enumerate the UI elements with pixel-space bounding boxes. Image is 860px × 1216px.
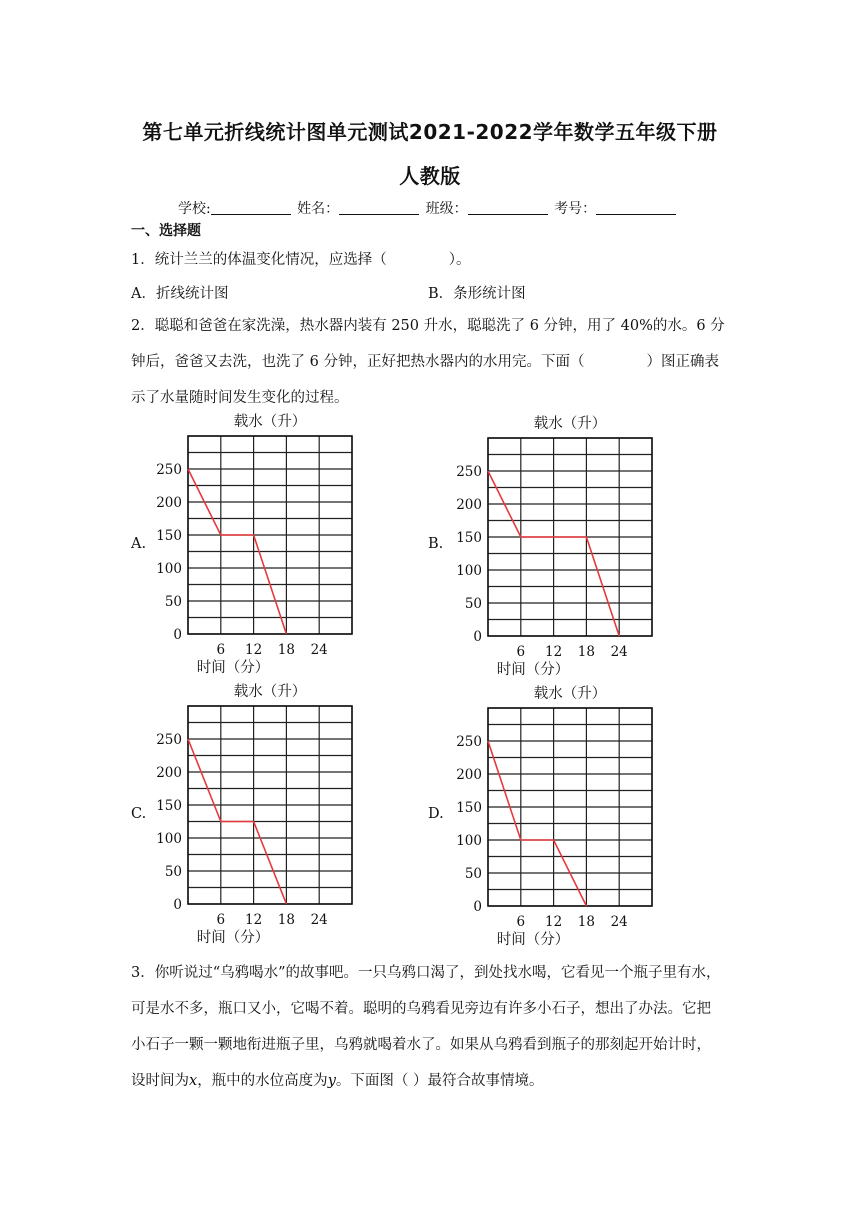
y-tick-label: 200 xyxy=(156,495,182,511)
q2-line-2-text: 钟后，爸爸又去洗，也洗了 6 分钟，正好把热水器内的水用完。下面（ xyxy=(131,354,585,370)
exam-no-blank[interactable] xyxy=(596,200,676,215)
q3-line-1: 3．你听说过“乌鸦喝水”的故事吧。一只乌鸦口渴了，到处找水喝，它看见一个瓶子里有水， xyxy=(131,965,721,981)
x-axis-label: 时间（分） xyxy=(196,660,270,676)
x-tick-label: 12 xyxy=(545,914,563,930)
y-tick-label: 150 xyxy=(456,800,482,816)
chart-b-label[interactable]: B. xyxy=(428,536,444,552)
y-tick-label: 100 xyxy=(456,833,482,849)
name-label: 姓名： xyxy=(297,201,340,217)
q1-option-b[interactable]: B．条形统计图 xyxy=(428,286,526,302)
y-tick-label: 50 xyxy=(464,866,482,882)
y-tick-label: 250 xyxy=(156,462,182,478)
class-label: 班级： xyxy=(425,201,468,217)
y-tick-label: 200 xyxy=(456,767,482,783)
y-tick-label: 150 xyxy=(456,530,482,546)
y-tick-label: 0 xyxy=(173,627,182,643)
chart-svg xyxy=(450,680,690,948)
section-heading: 一、选择题 xyxy=(131,223,201,239)
x-tick-label: 24 xyxy=(610,644,628,660)
chart-d-label[interactable]: D. xyxy=(428,806,444,822)
x-tick-label: 6 xyxy=(216,912,226,928)
q1-option-a[interactable]: A．折线统计图 xyxy=(131,286,229,302)
x-axis-label: 时间（分） xyxy=(496,662,570,678)
exam-no-label: 考号： xyxy=(554,201,597,217)
question-3 xyxy=(131,955,731,1099)
q2-line-2-end: ）图正确表 xyxy=(646,354,719,370)
question-1 xyxy=(131,248,470,269)
q1-text-end: ）。 xyxy=(448,252,471,268)
y-tick-label: 0 xyxy=(473,899,482,915)
y-tick-label: 50 xyxy=(164,864,182,880)
y-tick-label: 0 xyxy=(473,629,482,645)
chart-svg xyxy=(450,410,690,678)
x-tick-label: 6 xyxy=(216,642,226,658)
y-tick-label: 150 xyxy=(156,528,182,544)
y-tick-label: 0 xyxy=(173,897,182,913)
q2-line-3: 示了水量随时间发生变化的过程。 xyxy=(131,390,349,406)
x-tick-label: 6 xyxy=(516,914,526,930)
x-tick-label: 24 xyxy=(310,642,328,658)
question-2 xyxy=(131,308,731,416)
q2-line-1: 2．聪聪和爸爸在家洗澡，热水器内装有 250 升水，聪聪洗了 6 分钟，用了 40%的水。6 分 xyxy=(131,318,725,334)
y-tick-label: 250 xyxy=(456,734,482,750)
chart-a-label[interactable]: A. xyxy=(131,536,147,552)
chart-c xyxy=(150,678,390,946)
y-tick-label: 250 xyxy=(456,464,482,480)
page-subtitle: 人教版 xyxy=(399,164,461,188)
y-tick-label: 200 xyxy=(156,765,182,781)
y-tick-label: 150 xyxy=(156,798,182,814)
q3-line-4 xyxy=(131,1063,731,1099)
chart-c-label[interactable]: C. xyxy=(131,806,147,822)
class-blank[interactable] xyxy=(468,200,548,215)
y-tick-label: 200 xyxy=(456,497,482,513)
chart-title: 载水（升） xyxy=(233,684,307,700)
x-tick-label: 12 xyxy=(245,912,263,928)
q2-line-2 xyxy=(131,344,731,380)
x-tick-label: 6 xyxy=(516,644,526,660)
x-tick-label: 18 xyxy=(277,912,295,928)
chart-b xyxy=(450,410,690,678)
y-tick-label: 100 xyxy=(156,831,182,847)
chart-svg xyxy=(150,408,390,676)
chart-svg xyxy=(150,678,390,946)
x-tick-label: 12 xyxy=(545,644,563,660)
x-tick-label: 12 xyxy=(245,642,263,658)
school-blank[interactable] xyxy=(211,200,291,215)
y-tick-label: 250 xyxy=(156,732,182,748)
x-tick-label: 18 xyxy=(577,644,595,660)
q3-line-4-a: 设时间为 xyxy=(131,1073,189,1089)
x-axis-label: 时间（分） xyxy=(496,932,570,948)
chart-a xyxy=(150,408,390,676)
y-tick-label: 50 xyxy=(164,594,182,610)
x-tick-label: 24 xyxy=(310,912,328,928)
x-tick-label: 24 xyxy=(610,914,628,930)
x-tick-label: 18 xyxy=(577,914,595,930)
x-tick-label: 18 xyxy=(277,642,295,658)
school-label: 学校: xyxy=(178,201,211,217)
q3-line-4-b: ，瓶中的水位高度为 xyxy=(197,1073,328,1089)
q3-line-2: 可是水不多，瓶口又小，它喝不着。聪明的乌鸦看见旁边有许多小石子，想出了办法。它把 xyxy=(131,1001,711,1017)
q1-text: 1．统计兰兰的体温变化情况，应选择（ xyxy=(131,252,387,268)
y-tick-label: 100 xyxy=(156,561,182,577)
x-axis-label: 时间（分） xyxy=(196,930,270,946)
q3-line-3: 小石子一颗一颗地衔进瓶子里，乌鸦就喝着水了。如果从乌鸦看到瓶子的那刻起开始计时， xyxy=(131,1037,711,1053)
chart-title: 载水（升） xyxy=(233,414,307,430)
q3-line-4-c: 。下面图（ ）最符合故事情境。 xyxy=(335,1073,544,1089)
student-info-line xyxy=(178,198,678,218)
var-y: y xyxy=(327,1073,336,1089)
y-tick-label: 100 xyxy=(456,563,482,579)
var-x: x xyxy=(189,1073,198,1089)
page-title: 第七单元折线统计图单元测试2021-2022学年数学五年级下册 xyxy=(142,120,718,144)
chart-title: 载水（升） xyxy=(533,416,607,432)
chart-d xyxy=(450,680,690,948)
y-tick-label: 50 xyxy=(464,596,482,612)
name-blank[interactable] xyxy=(339,200,419,215)
chart-title: 载水（升） xyxy=(533,686,607,702)
